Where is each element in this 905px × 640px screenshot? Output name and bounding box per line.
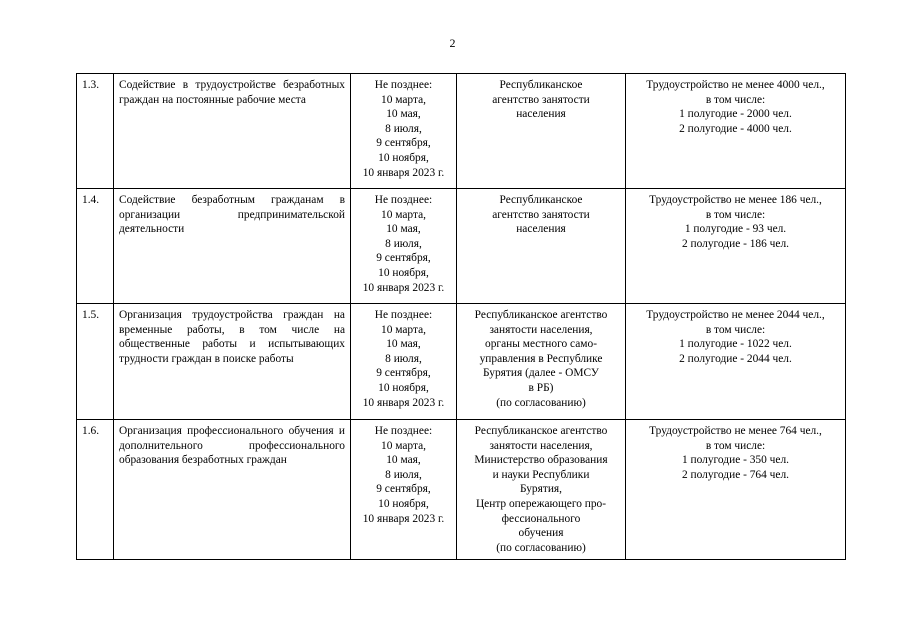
cell-line: 9 сентября, — [376, 252, 431, 265]
item-number: 1.6. — [77, 420, 114, 560]
item-number: 1.5. — [77, 304, 114, 420]
cell-line: 10 мая, — [386, 338, 421, 351]
cell-line: Не позднее: — [374, 194, 433, 206]
cell-line: Трудоустройство не менее 2044 чел., — [646, 309, 825, 321]
cell-line: населения — [516, 223, 566, 236]
cell-line: органы местного само- — [485, 338, 597, 351]
cell-line: Не позднее: — [374, 309, 433, 321]
cell-line: 10 марта, — [381, 323, 426, 336]
cell-line: в том числе: — [705, 208, 766, 221]
cell-line: 10 января 2023 г. — [362, 512, 445, 525]
cell-line: 10 мая, — [386, 223, 421, 236]
cell-line: 1 полугодие - 93 чел. — [684, 223, 787, 236]
executor-cell — [457, 420, 626, 560]
executor-cell — [457, 74, 626, 189]
cell-line: 10 марта, — [381, 439, 426, 452]
result-cell — [626, 189, 846, 304]
cell-line: занятости населения, — [489, 439, 593, 452]
cell-line: 10 марта, — [381, 93, 426, 106]
cell-line: 10 марта, — [381, 208, 426, 221]
executor-cell — [457, 189, 626, 304]
cell-line: 10 января 2023 г. — [362, 166, 445, 179]
cell-line: Республиканское агентство — [474, 425, 608, 437]
cell-line: (по согласованию) — [496, 541, 586, 554]
cell-line: Бурятия (далее - ОМСУ — [483, 367, 599, 380]
cell-line: 9 сентября, — [376, 137, 431, 150]
cell-line: Бурятия, — [519, 483, 563, 496]
cell-line: в том числе: — [705, 323, 766, 336]
cell-line: 10 ноября, — [378, 266, 429, 279]
cell-line: обучения — [518, 527, 564, 540]
cell-line: 10 мая, — [386, 108, 421, 121]
cell-line: 1 полугодие - 2000 чел. — [679, 108, 792, 121]
cell-line: занятости населения, — [489, 323, 593, 336]
cell-line: населения — [516, 108, 566, 121]
activity-description: Содействие безработным гражданам в организации предпринимательской деятельности — [114, 189, 351, 304]
cell-line: Республиканское агентство — [474, 309, 608, 321]
cell-line: 10 января 2023 г. — [362, 396, 445, 409]
page-number: 2 — [449, 36, 456, 50]
deadline-cell — [351, 74, 457, 189]
activity-description: Организация трудоустройства граждан на временные работы, в том числе на общественные работы и испытывающих трудности граждан в поиске работы — [114, 304, 351, 420]
activity-description: Содействие в трудоустройстве безработных граждан на постоянные рабочие места — [114, 74, 351, 189]
cell-line: (по согласованию) — [496, 396, 586, 409]
cell-line: фессионального — [501, 512, 581, 525]
cell-line: 2 полугодие - 764 чел. — [681, 468, 789, 481]
cell-line: Министерство образования — [474, 454, 608, 467]
cell-line: 1 полугодие - 1022 чел. — [679, 338, 792, 351]
cell-line: 8 июля, — [385, 237, 422, 250]
table-row — [77, 304, 846, 420]
cell-line: Республиканское — [499, 194, 583, 206]
cell-line: Центр опережающего про- — [475, 497, 607, 510]
cell-line: в том числе: — [705, 93, 766, 106]
cell-line: 2 полугодие - 4000 чел. — [679, 122, 792, 135]
cell-line: 10 мая, — [386, 454, 421, 467]
executor-cell — [457, 304, 626, 420]
cell-line: Трудоустройство не менее 186 чел., — [649, 194, 822, 206]
cell-line: в том числе: — [705, 439, 766, 452]
deadline-cell — [351, 189, 457, 304]
activities-table — [76, 73, 846, 560]
cell-line: Трудоустройство не менее 764 чел., — [649, 425, 822, 437]
item-number: 1.3. — [77, 74, 114, 189]
item-number: 1.4. — [77, 189, 114, 304]
cell-line: 9 сентября, — [376, 483, 431, 496]
result-cell — [626, 74, 846, 189]
cell-line: 8 июля, — [385, 468, 422, 481]
cell-line: Республиканское — [499, 79, 583, 91]
cell-line: 10 ноября, — [378, 381, 429, 394]
cell-line: агентство занятости — [492, 93, 590, 106]
table-row — [77, 74, 846, 189]
cell-line: в РБ) — [528, 381, 554, 394]
result-cell — [626, 304, 846, 420]
cell-line: Не позднее: — [374, 425, 433, 437]
cell-line: и науки Республики — [492, 468, 590, 481]
table-row — [77, 420, 846, 560]
cell-line: 8 июля, — [385, 352, 422, 365]
cell-line: агентство занятости — [492, 208, 590, 221]
cell-line: Трудоустройство не менее 4000 чел., — [646, 79, 825, 91]
cell-line: 1 полугодие - 350 чел. — [681, 454, 789, 467]
table-row — [77, 189, 846, 304]
cell-line: 8 июля, — [385, 122, 422, 135]
cell-line: 10 ноября, — [378, 497, 429, 510]
cell-line: 2 полугодие - 2044 чел. — [679, 352, 792, 365]
cell-line: 9 сентября, — [376, 367, 431, 380]
cell-line: 10 ноября, — [378, 151, 429, 164]
activity-description: Организация профессионального обучения и дополнительного профессионального образования безработных граждан — [114, 420, 351, 560]
result-cell — [626, 420, 846, 560]
deadline-cell — [351, 420, 457, 560]
cell-line: 10 января 2023 г. — [362, 281, 445, 294]
cell-line: Не позднее: — [374, 79, 433, 91]
deadline-cell — [351, 304, 457, 420]
cell-line: 2 полугодие - 186 чел. — [681, 237, 789, 250]
cell-line: управления в Республике — [479, 352, 603, 365]
